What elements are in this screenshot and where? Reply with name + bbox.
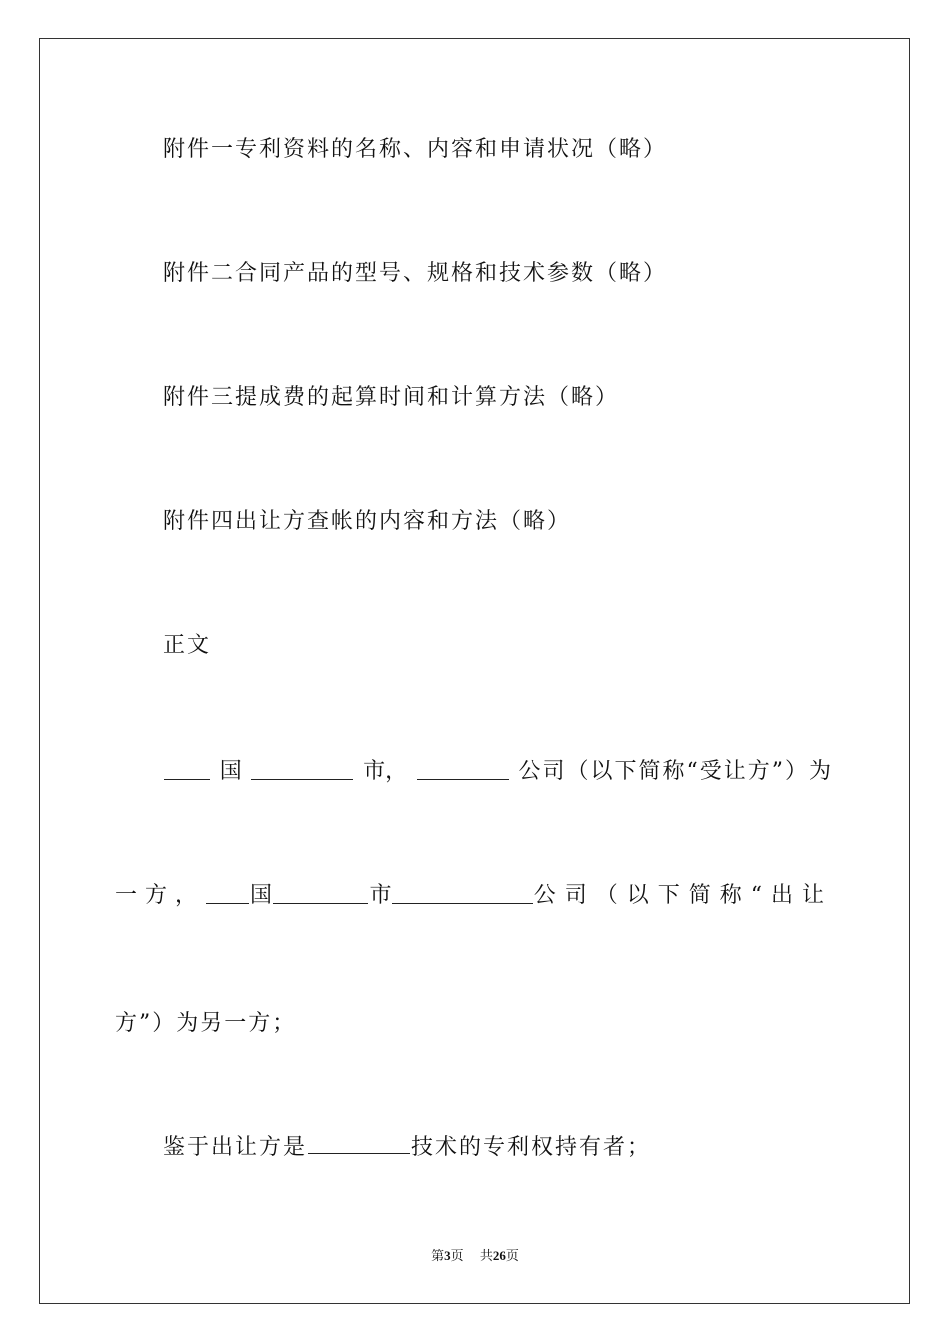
- party-line-1-city-label: 市，: [363, 759, 408, 784]
- attachment-4: 附件四出让方查帐的内容和方法（略）: [163, 509, 572, 534]
- party-line-2-country-label: 国: [250, 883, 273, 908]
- page-footer: [0, 1247, 950, 1265]
- total-label-prefix: 共: [479, 1248, 493, 1263]
- party-line-3: 方”）为另一方；: [115, 1011, 297, 1036]
- blank-company-2[interactable]: [392, 881, 532, 904]
- party-line-1-country-label: 国: [219, 759, 242, 784]
- blank-country-1[interactable]: [164, 757, 210, 780]
- blank-city-1[interactable]: [251, 757, 353, 780]
- party-line-2-company-label: 公司（以下简称“出让: [533, 883, 833, 908]
- blank-city-2[interactable]: [273, 881, 368, 904]
- total-indicator: [480, 1247, 519, 1265]
- total-label-suffix: 页: [505, 1248, 519, 1263]
- party-line-2-prefix: 一方，: [115, 883, 206, 908]
- attachment-1: 附件一专利资料的名称、内容和申请状况（略）: [163, 137, 668, 162]
- page-number: 3: [444, 1248, 451, 1263]
- party-line-1-company-label: 公司（以下简称“受让方”）为: [518, 759, 833, 784]
- whereas-clause: [163, 1131, 651, 1163]
- attachment-3: 附件三提成费的起算时间和计算方法（略）: [163, 385, 620, 410]
- blank-country-2[interactable]: [206, 881, 249, 904]
- whereas-suffix: 技术的专利权持有者；: [411, 1135, 652, 1160]
- blank-company-1[interactable]: [417, 757, 509, 780]
- total-pages: 26: [492, 1248, 506, 1263]
- attachment-2: 附件二合同产品的型号、规格和技术参数（略）: [163, 261, 668, 286]
- party-line-1: [163, 757, 833, 787]
- page-label-prefix: 第: [431, 1248, 445, 1263]
- section-heading: 正文: [163, 633, 212, 658]
- party-line-2-city-label: 市: [369, 883, 392, 908]
- whereas-prefix: 鉴于出让方是: [163, 1135, 308, 1160]
- page-label-suffix: 页: [450, 1248, 464, 1263]
- page-indicator: [431, 1247, 464, 1265]
- page-border: [39, 38, 910, 1304]
- party-line-2: [115, 881, 833, 911]
- blank-technology[interactable]: [308, 1131, 410, 1154]
